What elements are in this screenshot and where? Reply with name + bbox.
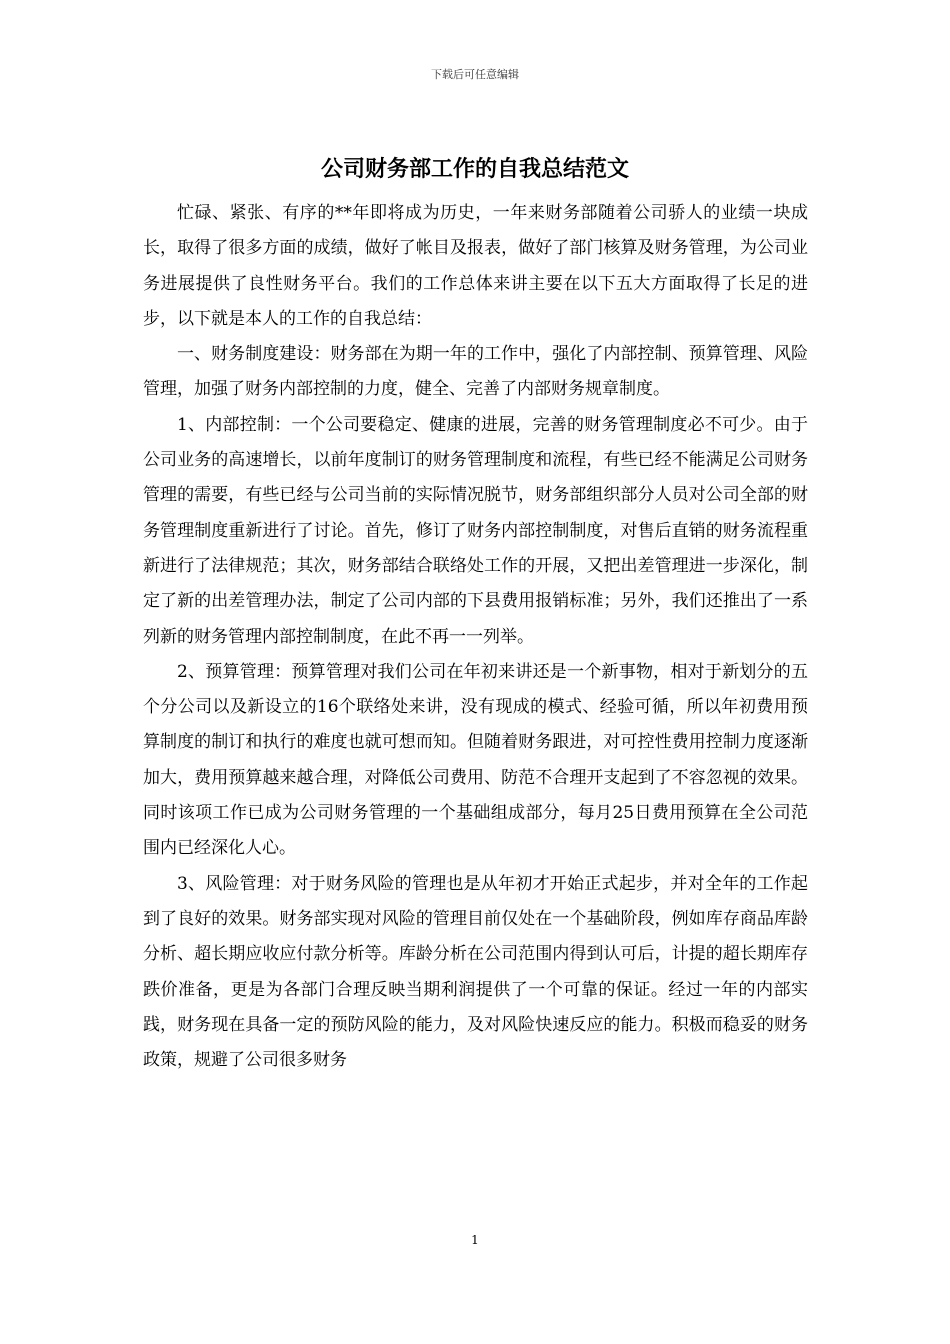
document-body: [143, 196, 808, 1078]
page-header-note: 下载后可任意编辑: [431, 68, 519, 81]
paragraph-internal-control: 1、内部控制：一个公司要稳定、健康的进展，完善的财务管理制度必不可少。由于公司业务的高速增长，以前年度制订的财务管理制度和流程，有些已经不能满足公司财务管理的需要，有些已经与公司当前的实际情况脱节，财务部组织部分人员对公司全部的财务管理制度重新进行了讨论。首先，修订了财务内部控制制度，对售后直销的财务流程重新进行了法律规范；其次，财务部结合联络处工作的开展，又把出差管理进一步深化，制定了新的出差管理办法，制定了公司内部的下县费用报销标准；另外，我们还推出了一系列新的财务管理内部控制制度，在此不再一一列举。: [143, 414, 808, 647]
document-title: 公司财务部工作的自我总结范文: [320, 157, 629, 182]
paragraph-intro: 忙碌、紧张、有序的**年即将成为历史，一年来财务部随着公司骄人的业绩一块成长，取得了很多方面的成绩，做好了帐目及报表，做好了部门核算及财务管理，为公司业务进展提供了良性财务平台。我们的工作总体来讲主要在以下五大方面取得了长足的进步，以下就是本人的工作的自我总结：: [143, 203, 808, 329]
paragraph-budget-management: 2、预算管理：预算管理对我们公司在年初来讲还是一个新事物，相对于新划分的五个分公司以及新设立的16个联络处来讲，没有现成的模式、经验可循，所以年初费用预算制度的制订和执行的难度也就可想而知。但随着财务跟进，对可控性费用控制力度逐渐加大，费用预算越来越合理，对降低公司费用、防范不合理开支起到了不容忽视的效果。同时该项工作已成为公司财务管理的一个基础组成部分，每月25日费用预算在全公司范围内已经深化人心。: [143, 661, 808, 859]
paragraph-risk-management: 3、风险管理：对于财务风险的管理也是从年初才开始正式起步，并对全年的工作起到了良好的效果。财务部实现对风险的管理目前仅处在一个基础阶段，例如库存商品库龄分析、超长期应收应付款分析等。库龄分析在公司范围内得到认可后，计提的超长期库存跌价准备，更是为各部门合理反映当期利润提供了一个可靠的保证。经过一年的内部实践，财务现在具备一定的预防风险的能力，及对风险快速反应的能力。积极而稳妥的财务政策，规避了公司很多财务: [143, 873, 808, 1071]
page-number: 1: [471, 1233, 479, 1247]
paragraph-section-1: 一、财务制度建设：财务部在为期一年的工作中，强化了内部控制、预算管理、风险管理，加强了财务内部控制的力度，健全、完善了内部财务规章制度。: [143, 344, 808, 400]
